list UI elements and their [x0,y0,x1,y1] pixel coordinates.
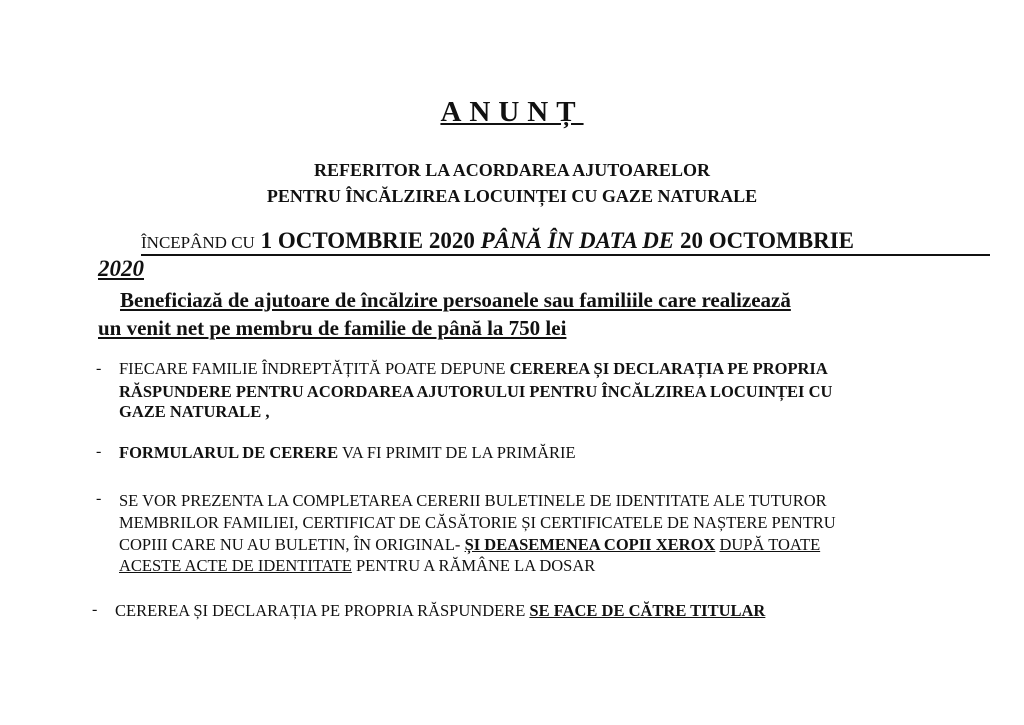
announcement-title: ANUNȚ [440,96,584,128]
beneficiaries-line-2: un venit net pe membru de familie de până la 750 lei [98,316,567,340]
subtitle-line-1: REFERITOR LA ACORDAREA AJUTOARELOR [314,160,710,180]
item3-line3 [119,535,820,555]
period-end-date-part1: 20 OCTOMBRIE [679,228,855,253]
item3-line4-normal: PENTRU A RĂMÂNE LA DOSAR [355,556,596,575]
beneficiaries-line-1: Beneficiază de ajutoare de încălzire persoanele sau familiile care realizează [120,288,791,312]
item4-normal: CEREREA ȘI DECLARAȚIA PE PROPRIA RĂSPUNDERE [115,601,526,620]
item3-line2: MEMBRILOR FAMILIEI, CERTIFICAT DE CĂSĂTORIE ȘI CERTIFICATELE DE NAȘTERE PENTRU [119,513,836,532]
period-end-date-part2: 2020 [98,256,144,281]
item1-line1 [119,359,828,379]
item4-bold-underlined: SE FACE DE CĂTRE TITULAR [529,601,766,620]
item2-normal: VA FI PRIMIT DE LA PRIMĂRIE [341,443,576,462]
item3-line1: SE VOR PREZENTA LA COMPLETAREA CERERII BULETINELE DE IDENTITATE ALE TUTUROR [119,491,827,510]
bullet-dash: - [96,490,102,507]
bullet-dash: - [96,360,102,377]
bullet-dash: - [92,601,98,618]
item1-line2: RĂSPUNDERE PENTRU ACORDAREA AJUTORULUI PENTRU ÎNCĂLZIREA LOCUINȚEI CU [119,382,833,401]
item1-line1-normal: FIECARE FAMILIE ÎNDREPTĂȚITĂ POATE DEPUNE [119,359,506,378]
item3-line4-underlined: ACESTE ACTE DE IDENTITATE [119,556,352,575]
item2-bold: FORMULARUL DE CERERE [119,443,339,462]
item3-line4 [119,556,595,576]
item3-line3-bold: ȘI DEASEMENEA COPII XEROX [464,535,716,554]
period-connector: PÂNĂ ÎN DATA DE [480,228,675,253]
bullet-dash: - [96,443,102,460]
item2-line [119,443,576,463]
period-underline [141,254,990,256]
item1-line3: GAZE NATURALE , [119,402,270,421]
period-prefix: ÎNCEPÂND CU [141,233,255,252]
period-start-date: 1 OCTOMBRIE 2020 [260,228,475,253]
period-line-1 [141,228,854,254]
item3-line3-normal: COPIII CARE NU AU BULETIN, ÎN ORIGINAL- [119,535,461,554]
item3-line3-underlined: DUPĂ TOATE [719,535,821,554]
subtitle-line-2: PENTRU ÎNCĂLZIREA LOCUINȚEI CU GAZE NATURALE [266,186,758,206]
item1-line1-bold: CEREREA ȘI DECLARAȚIA PE PROPRIA [509,359,828,378]
item4-line [115,601,765,621]
